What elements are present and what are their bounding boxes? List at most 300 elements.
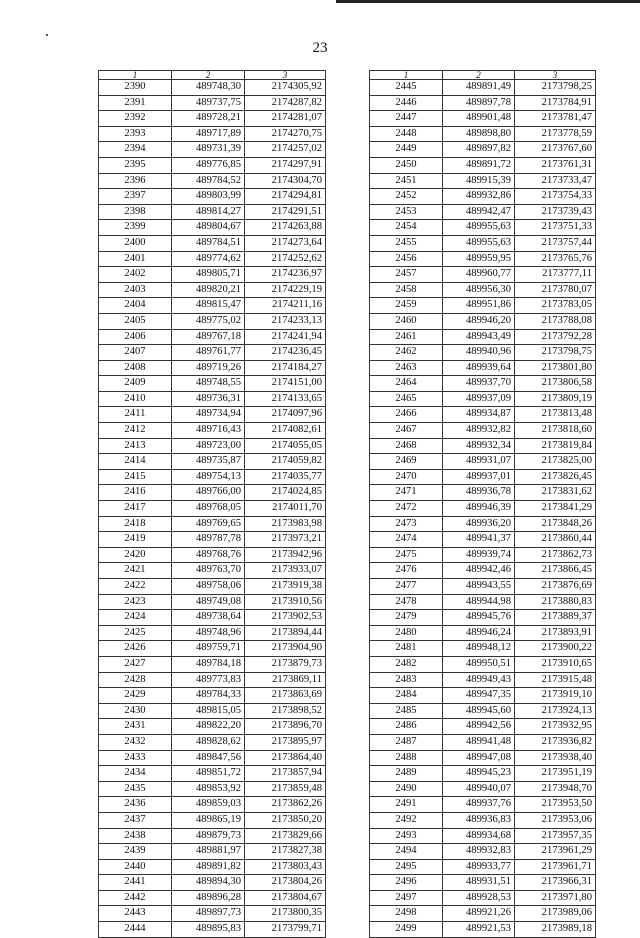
x-coordinate-cell: 489897,78 [443, 95, 515, 111]
y-coordinate-cell: 2173739,43 [515, 204, 596, 220]
table-row [370, 610, 596, 626]
y-coordinate-cell: 2173809,19 [515, 391, 596, 407]
scan-speck [46, 34, 48, 36]
point-number-cell: 2438 [99, 828, 172, 844]
table-row [370, 579, 596, 595]
point-number-cell: 2411 [99, 407, 172, 423]
y-coordinate-cell: 2173862,26 [245, 797, 326, 813]
table-row [370, 688, 596, 704]
table-row [99, 111, 326, 127]
x-coordinate-cell: 489946,24 [443, 625, 515, 641]
point-number-cell: 2472 [370, 501, 443, 517]
y-coordinate-cell: 2173765,76 [515, 251, 596, 267]
y-coordinate-cell: 2174257,02 [245, 142, 326, 158]
x-coordinate-cell: 489847,56 [172, 750, 245, 766]
x-coordinate-cell: 489769,65 [172, 516, 245, 532]
x-coordinate-cell: 489803,99 [172, 189, 245, 205]
point-number-cell: 2405 [99, 313, 172, 329]
table-row [370, 781, 596, 797]
table-row [99, 563, 326, 579]
table-row [99, 329, 326, 345]
point-number-cell: 2460 [370, 313, 443, 329]
table-row [99, 719, 326, 735]
y-coordinate-cell: 2173910,65 [515, 656, 596, 672]
x-coordinate-cell: 489931,51 [443, 875, 515, 891]
x-coordinate-cell: 489719,26 [172, 360, 245, 376]
x-coordinate-cell: 489945,76 [443, 610, 515, 626]
point-number-cell: 2424 [99, 610, 172, 626]
point-number-cell: 2454 [370, 220, 443, 236]
table-row [99, 423, 326, 439]
point-number-cell: 2414 [99, 454, 172, 470]
table-row [370, 80, 596, 96]
table-row [370, 329, 596, 345]
x-coordinate-cell: 489947,35 [443, 688, 515, 704]
y-coordinate-cell: 2173915,48 [515, 672, 596, 688]
x-coordinate-cell: 489932,83 [443, 844, 515, 860]
x-coordinate-cell: 489932,34 [443, 438, 515, 454]
y-coordinate-cell: 2174059,82 [245, 454, 326, 470]
table-row [370, 220, 596, 236]
point-number-cell: 2445 [370, 80, 443, 96]
x-coordinate-cell: 489949,43 [443, 672, 515, 688]
point-number-cell: 2410 [99, 391, 172, 407]
table-row [370, 189, 596, 205]
point-number-cell: 2488 [370, 750, 443, 766]
y-coordinate-cell: 2173895,97 [245, 734, 326, 750]
table-row [99, 859, 326, 875]
table-row [99, 95, 326, 111]
table-row [99, 345, 326, 361]
table-row [370, 111, 596, 127]
table-row [370, 157, 596, 173]
x-coordinate-cell: 489853,92 [172, 781, 245, 797]
point-number-cell: 2468 [370, 438, 443, 454]
x-coordinate-cell: 489761,77 [172, 345, 245, 361]
table-row [99, 797, 326, 813]
table-row [99, 438, 326, 454]
point-number-cell: 2461 [370, 329, 443, 345]
x-coordinate-cell: 489748,55 [172, 376, 245, 392]
y-coordinate-cell: 2174055,05 [245, 438, 326, 454]
point-number-cell: 2404 [99, 298, 172, 314]
y-coordinate-cell: 2174211,16 [245, 298, 326, 314]
x-coordinate-cell: 489784,18 [172, 656, 245, 672]
x-coordinate-cell: 489787,78 [172, 532, 245, 548]
table-row [370, 251, 596, 267]
column-header-number: 1 [99, 71, 172, 80]
table-row [99, 204, 326, 220]
point-number-cell: 2399 [99, 220, 172, 236]
x-coordinate-cell: 489851,72 [172, 766, 245, 782]
y-coordinate-cell: 2173973,21 [245, 532, 326, 548]
x-coordinate-cell: 489891,82 [172, 859, 245, 875]
coordinate-table-right [369, 70, 596, 938]
x-coordinate-cell: 489881,97 [172, 844, 245, 860]
table-row [370, 501, 596, 517]
point-number-cell: 2493 [370, 828, 443, 844]
y-coordinate-cell: 2173902,53 [245, 610, 326, 626]
point-number-cell: 2496 [370, 875, 443, 891]
coordinate-table-left [98, 70, 326, 938]
x-coordinate-cell: 489941,48 [443, 734, 515, 750]
x-coordinate-cell: 489933,77 [443, 859, 515, 875]
table-row [370, 282, 596, 298]
y-coordinate-cell: 2173804,26 [245, 875, 326, 891]
x-coordinate-cell: 489879,73 [172, 828, 245, 844]
x-coordinate-cell: 489736,31 [172, 391, 245, 407]
table-row [99, 750, 326, 766]
x-coordinate-cell: 489773,83 [172, 672, 245, 688]
point-number-cell: 2426 [99, 641, 172, 657]
point-number-cell: 2408 [99, 360, 172, 376]
point-number-cell: 2455 [370, 235, 443, 251]
x-coordinate-cell: 489805,71 [172, 267, 245, 283]
point-number-cell: 2446 [370, 95, 443, 111]
x-coordinate-cell: 489759,71 [172, 641, 245, 657]
y-coordinate-cell: 2174291,51 [245, 204, 326, 220]
y-coordinate-cell: 2174281,07 [245, 111, 326, 127]
x-coordinate-cell: 489947,08 [443, 750, 515, 766]
table-row [370, 485, 596, 501]
point-number-cell: 2456 [370, 251, 443, 267]
x-coordinate-cell: 489865,19 [172, 812, 245, 828]
x-coordinate-cell: 489959,95 [443, 251, 515, 267]
table-row [99, 625, 326, 641]
column-header-number: 1 [370, 71, 443, 80]
y-coordinate-cell: 2173767,60 [515, 142, 596, 158]
point-number-cell: 2420 [99, 547, 172, 563]
y-coordinate-cell: 2173841,29 [515, 501, 596, 517]
x-coordinate-cell: 489896,28 [172, 890, 245, 906]
point-number-cell: 2429 [99, 688, 172, 704]
x-coordinate-cell: 489815,05 [172, 703, 245, 719]
x-coordinate-cell: 489928,53 [443, 890, 515, 906]
x-coordinate-cell: 489897,82 [443, 142, 515, 158]
x-coordinate-cell: 489804,67 [172, 220, 245, 236]
y-coordinate-cell: 2173889,37 [515, 610, 596, 626]
x-coordinate-cell: 489936,20 [443, 516, 515, 532]
point-number-cell: 2464 [370, 376, 443, 392]
table-row [99, 672, 326, 688]
x-coordinate-cell: 489946,20 [443, 313, 515, 329]
x-coordinate-cell: 489723,00 [172, 438, 245, 454]
x-coordinate-cell: 489945,60 [443, 703, 515, 719]
point-number-cell: 2476 [370, 563, 443, 579]
table-row [99, 501, 326, 517]
y-coordinate-cell: 2173783,05 [515, 298, 596, 314]
table-header-row [99, 71, 326, 80]
point-number-cell: 2479 [370, 610, 443, 626]
point-number-cell: 2480 [370, 625, 443, 641]
y-coordinate-cell: 2173813,48 [515, 407, 596, 423]
point-number-cell: 2494 [370, 844, 443, 860]
table-row [99, 189, 326, 205]
point-number-cell: 2392 [99, 111, 172, 127]
y-coordinate-cell: 2173799,71 [245, 922, 326, 938]
y-coordinate-cell: 2173800,35 [245, 906, 326, 922]
table-row [99, 142, 326, 158]
y-coordinate-cell: 2173951,19 [515, 766, 596, 782]
point-number-cell: 2407 [99, 345, 172, 361]
table-row [99, 594, 326, 610]
x-coordinate-cell: 489728,21 [172, 111, 245, 127]
y-coordinate-cell: 2173957,35 [515, 828, 596, 844]
point-number-cell: 2477 [370, 579, 443, 595]
column-header-y: 3 [515, 71, 596, 80]
x-coordinate-cell: 489894,30 [172, 875, 245, 891]
table-row [370, 656, 596, 672]
y-coordinate-cell: 2173961,29 [515, 844, 596, 860]
table-row [370, 516, 596, 532]
x-coordinate-cell: 489784,52 [172, 173, 245, 189]
y-coordinate-cell: 2173953,06 [515, 812, 596, 828]
x-coordinate-cell: 489749,08 [172, 594, 245, 610]
point-number-cell: 2433 [99, 750, 172, 766]
y-coordinate-cell: 2173784,91 [515, 95, 596, 111]
table-row [370, 828, 596, 844]
point-number-cell: 2444 [99, 922, 172, 938]
point-number-cell: 2422 [99, 579, 172, 595]
x-coordinate-cell: 489738,64 [172, 610, 245, 626]
point-number-cell: 2489 [370, 766, 443, 782]
point-number-cell: 2469 [370, 454, 443, 470]
y-coordinate-cell: 2174270,75 [245, 126, 326, 142]
point-number-cell: 2452 [370, 189, 443, 205]
table-row [99, 828, 326, 844]
y-coordinate-cell: 2174287,82 [245, 95, 326, 111]
table-row [99, 812, 326, 828]
x-coordinate-cell: 489940,96 [443, 345, 515, 361]
y-coordinate-cell: 2173864,40 [245, 750, 326, 766]
x-coordinate-cell: 489937,01 [443, 469, 515, 485]
table-row [99, 126, 326, 142]
table-row [370, 532, 596, 548]
point-number-cell: 2428 [99, 672, 172, 688]
point-number-cell: 2451 [370, 173, 443, 189]
table-row [370, 95, 596, 111]
y-coordinate-cell: 2173894,44 [245, 625, 326, 641]
table-row [370, 469, 596, 485]
x-coordinate-cell: 489936,83 [443, 812, 515, 828]
table-row [370, 454, 596, 470]
y-coordinate-cell: 2173880,83 [515, 594, 596, 610]
x-coordinate-cell: 489940,07 [443, 781, 515, 797]
y-coordinate-cell: 2173806,58 [515, 376, 596, 392]
y-coordinate-cell: 2173857,94 [245, 766, 326, 782]
y-coordinate-cell: 2174011,70 [245, 501, 326, 517]
table-row [99, 890, 326, 906]
x-coordinate-cell: 489936,78 [443, 485, 515, 501]
point-number-cell: 2499 [370, 922, 443, 938]
table-row [99, 235, 326, 251]
table-row [370, 142, 596, 158]
table-row [99, 298, 326, 314]
table-row [99, 267, 326, 283]
point-number-cell: 2462 [370, 345, 443, 361]
point-number-cell: 2443 [99, 906, 172, 922]
x-coordinate-cell: 489950,51 [443, 656, 515, 672]
x-coordinate-cell: 489737,75 [172, 95, 245, 111]
table-row [370, 391, 596, 407]
y-coordinate-cell: 2173788,08 [515, 313, 596, 329]
x-coordinate-cell: 489955,63 [443, 235, 515, 251]
table-row [370, 438, 596, 454]
page-number: 23 [312, 40, 328, 56]
y-coordinate-cell: 2173863,69 [245, 688, 326, 704]
y-coordinate-cell: 2173859,48 [245, 781, 326, 797]
point-number-cell: 2449 [370, 142, 443, 158]
x-coordinate-cell: 489820,21 [172, 282, 245, 298]
table-row [99, 547, 326, 563]
x-coordinate-cell: 489768,76 [172, 547, 245, 563]
point-number-cell: 2473 [370, 516, 443, 532]
table-row [370, 313, 596, 329]
x-coordinate-cell: 489716,43 [172, 423, 245, 439]
point-number-cell: 2486 [370, 719, 443, 735]
y-coordinate-cell: 2173761,31 [515, 157, 596, 173]
point-number-cell: 2434 [99, 766, 172, 782]
point-number-cell: 2495 [370, 859, 443, 875]
y-coordinate-cell: 2173801,80 [515, 360, 596, 376]
table-row [99, 579, 326, 595]
y-coordinate-cell: 2173827,38 [245, 844, 326, 860]
y-coordinate-cell: 2173777,11 [515, 267, 596, 283]
x-coordinate-cell: 489955,63 [443, 220, 515, 236]
point-number-cell: 2409 [99, 376, 172, 392]
x-coordinate-cell: 489891,72 [443, 157, 515, 173]
y-coordinate-cell: 2173866,45 [515, 563, 596, 579]
point-number-cell: 2401 [99, 251, 172, 267]
x-coordinate-cell: 489932,86 [443, 189, 515, 205]
point-number-cell: 2390 [99, 80, 172, 96]
point-number-cell: 2483 [370, 672, 443, 688]
y-coordinate-cell: 2173798,25 [515, 80, 596, 96]
y-coordinate-cell: 2173818,60 [515, 423, 596, 439]
table-row [370, 719, 596, 735]
x-coordinate-cell: 489784,33 [172, 688, 245, 704]
y-coordinate-cell: 2173961,71 [515, 859, 596, 875]
y-coordinate-cell: 2174294,81 [245, 189, 326, 205]
x-coordinate-cell: 489767,18 [172, 329, 245, 345]
x-coordinate-cell: 489898,80 [443, 126, 515, 142]
table-row [99, 516, 326, 532]
x-coordinate-cell: 489775,02 [172, 313, 245, 329]
table-row [99, 844, 326, 860]
x-coordinate-cell: 489942,47 [443, 204, 515, 220]
x-coordinate-cell: 489766,00 [172, 485, 245, 501]
x-coordinate-cell: 489717,89 [172, 126, 245, 142]
x-coordinate-cell: 489942,56 [443, 719, 515, 735]
point-number-cell: 2419 [99, 532, 172, 548]
x-coordinate-cell: 489748,30 [172, 80, 245, 96]
table-row [99, 485, 326, 501]
point-number-cell: 2398 [99, 204, 172, 220]
table-row [99, 360, 326, 376]
x-coordinate-cell: 489895,83 [172, 922, 245, 938]
table-row [370, 376, 596, 392]
y-coordinate-cell: 2173948,70 [515, 781, 596, 797]
table-row [99, 407, 326, 423]
table-row [99, 157, 326, 173]
x-coordinate-cell: 489943,49 [443, 329, 515, 345]
point-number-cell: 2400 [99, 235, 172, 251]
point-number-cell: 2465 [370, 391, 443, 407]
point-number-cell: 2394 [99, 142, 172, 158]
x-coordinate-cell: 489939,64 [443, 360, 515, 376]
point-number-cell: 2457 [370, 267, 443, 283]
y-coordinate-cell: 2173932,95 [515, 719, 596, 735]
x-coordinate-cell: 489948,12 [443, 641, 515, 657]
table-row [99, 469, 326, 485]
y-coordinate-cell: 2173781,47 [515, 111, 596, 127]
x-coordinate-cell: 489734,94 [172, 407, 245, 423]
y-coordinate-cell: 2173869,11 [245, 672, 326, 688]
table-row [99, 875, 326, 891]
y-coordinate-cell: 2174236,45 [245, 345, 326, 361]
y-coordinate-cell: 2174233,13 [245, 313, 326, 329]
y-coordinate-cell: 2173933,07 [245, 563, 326, 579]
point-number-cell: 2431 [99, 719, 172, 735]
x-coordinate-cell: 489735,87 [172, 454, 245, 470]
column-header-x: 2 [172, 71, 245, 80]
y-coordinate-cell: 2173966,31 [515, 875, 596, 891]
y-coordinate-cell: 2174229,19 [245, 282, 326, 298]
point-number-cell: 2453 [370, 204, 443, 220]
point-number-cell: 2485 [370, 703, 443, 719]
point-number-cell: 2437 [99, 812, 172, 828]
y-coordinate-cell: 2173910,56 [245, 594, 326, 610]
table-row [99, 454, 326, 470]
table-row [99, 313, 326, 329]
y-coordinate-cell: 2173942,96 [245, 547, 326, 563]
x-coordinate-cell: 489943,55 [443, 579, 515, 595]
table-row [370, 844, 596, 860]
y-coordinate-cell: 2173936,82 [515, 734, 596, 750]
x-coordinate-cell: 489915,39 [443, 173, 515, 189]
table-row [370, 875, 596, 891]
point-number-cell: 2442 [99, 890, 172, 906]
y-coordinate-cell: 2173850,20 [245, 812, 326, 828]
point-number-cell: 2470 [370, 469, 443, 485]
table-row [99, 80, 326, 96]
point-number-cell: 2475 [370, 547, 443, 563]
point-number-cell: 2440 [99, 859, 172, 875]
x-coordinate-cell: 489774,62 [172, 251, 245, 267]
point-number-cell: 2463 [370, 360, 443, 376]
point-number-cell: 2413 [99, 438, 172, 454]
point-number-cell: 2491 [370, 797, 443, 813]
x-coordinate-cell: 489776,85 [172, 157, 245, 173]
x-coordinate-cell: 489901,48 [443, 111, 515, 127]
table-row [370, 750, 596, 766]
table-row [370, 423, 596, 439]
point-number-cell: 2396 [99, 173, 172, 189]
table-row [370, 407, 596, 423]
y-coordinate-cell: 2174236,97 [245, 267, 326, 283]
point-number-cell: 2395 [99, 157, 172, 173]
y-coordinate-cell: 2173938,40 [515, 750, 596, 766]
x-coordinate-cell: 489937,76 [443, 797, 515, 813]
table-row [370, 890, 596, 906]
table-row [99, 641, 326, 657]
y-coordinate-cell: 2174024,85 [245, 485, 326, 501]
point-number-cell: 2397 [99, 189, 172, 205]
point-number-cell: 2418 [99, 516, 172, 532]
table-row [370, 173, 596, 189]
table-row [99, 220, 326, 236]
x-coordinate-cell: 489815,47 [172, 298, 245, 314]
